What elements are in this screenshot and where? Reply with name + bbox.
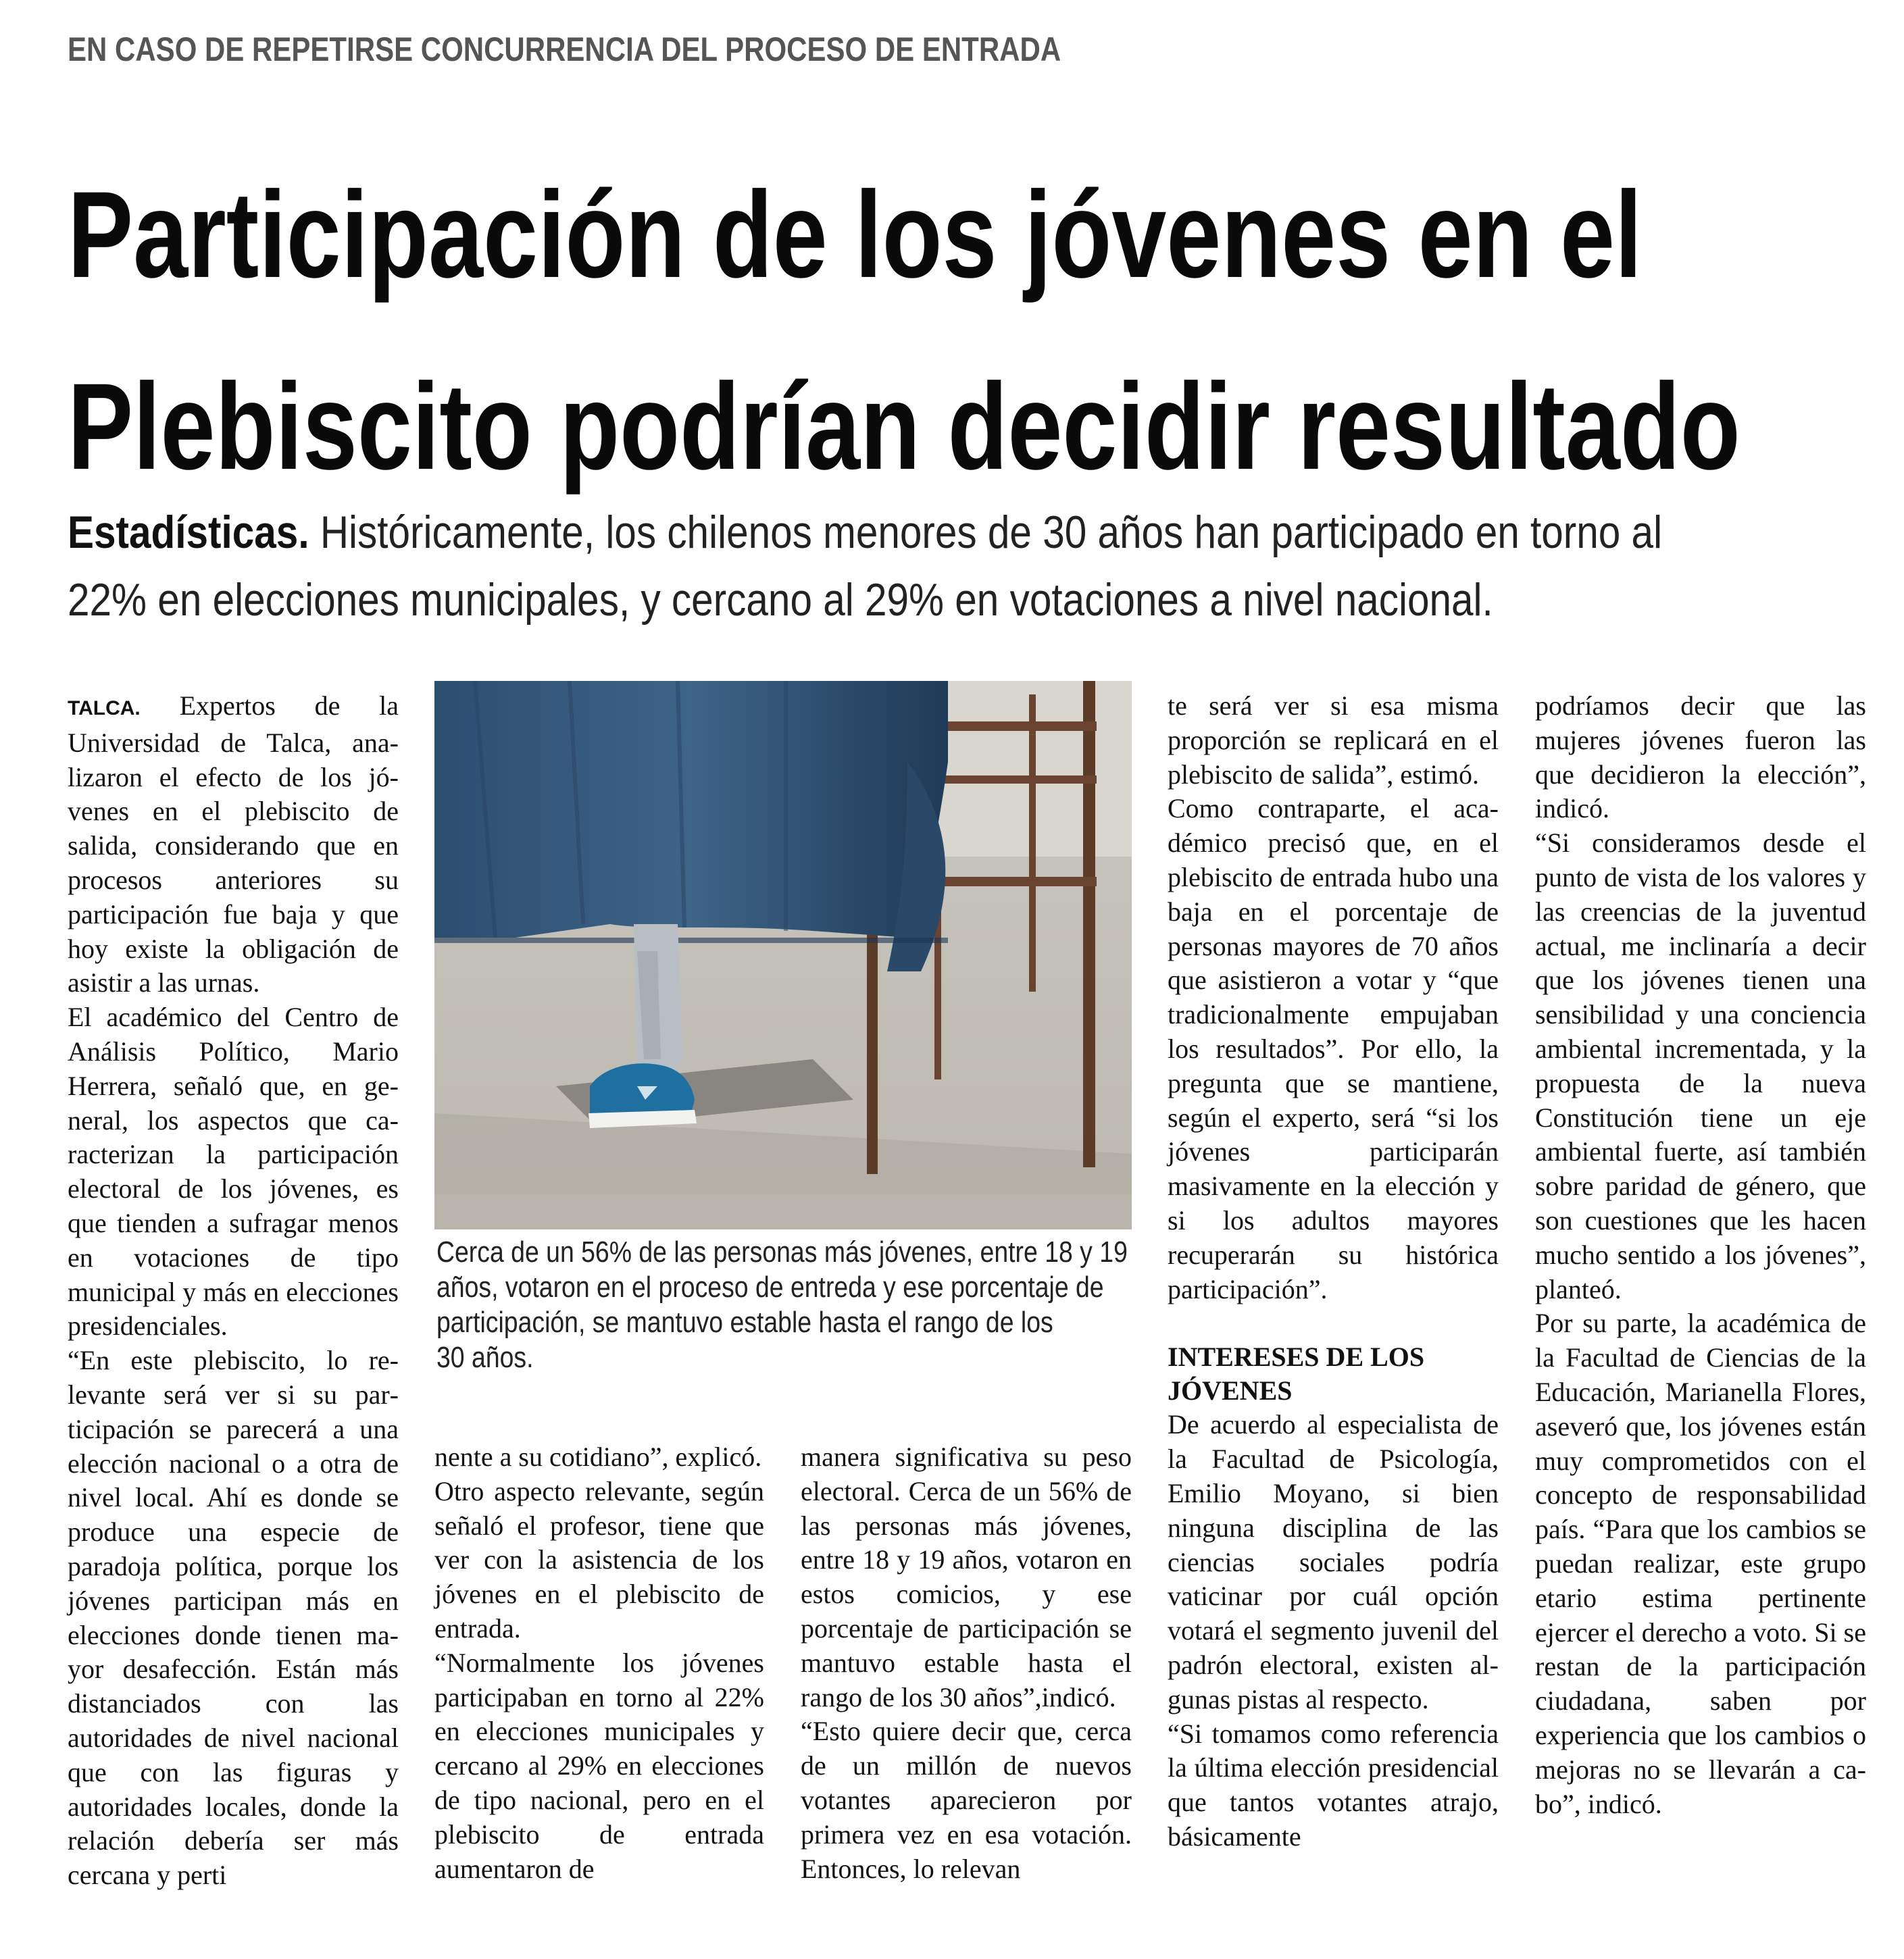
kicker: EN CASO DE REPETIRSE CONCURRENCIA DEL PROCESO DE ENTRADA bbox=[68, 30, 1061, 68]
paragraph: “Si consideramos desde el punto de vista de los valores y las creencias de la juventud actual, me inclinaría a decir que los jóvenes tienen una sensibilidad y una conciencia ambiental incrementada, y la propuesta de la nueva Constitución tiene un eje ambiental fuerte, así también sobre paridad de género, que son cuestiones que les hacen mucho sentido a los jóvenes”, planteó. bbox=[1535, 828, 1866, 1304]
article-column-1 bbox=[68, 689, 399, 1893]
caption-line: participación, se mantuvo estable hasta el rango de los bbox=[436, 1306, 1053, 1339]
paragraph: nente a su cotidiano”, explicó. bbox=[434, 1442, 762, 1472]
paragraph: El académico del Centro de Análisis Político, Mario Herrera, señaló que, en general, los aspectos que caracterizan la participación electoral de los jóvenes, es que tienden a sufragar menos en votaciones de tipo municipal y más en elecciones presidenciales. bbox=[68, 1002, 399, 1342]
paragraph: “Normalmente los jóvenes participaban en torno al 22% en elecciones municipales y cercano al 29% en elecciones de tipo nacional, pero en el plebiscito de entrada aumentaron de bbox=[434, 1647, 764, 1884]
article-column-2 bbox=[434, 1440, 764, 1886]
paragraph-text: Expertos de la Universidad de Talca, analizaron el efecto de los jóvenes en el plebiscito de salida, considerando que en procesos anteriores su participación fue baja y que hoy existe la obligación de asistir a las urnas. bbox=[68, 690, 399, 998]
lead-label: Estadísticas. bbox=[68, 507, 309, 558]
paragraph bbox=[68, 689, 399, 1000]
caption-line: 30 años. bbox=[436, 1341, 534, 1374]
article-column-5 bbox=[1535, 689, 1866, 1821]
paragraph: “Esto quiere decir que, cerca de un millón de nuevos votantes aparecieron por primera vez en esa votación. Entonces, lo relevan bbox=[801, 1716, 1132, 1884]
paragraph: De acuerdo al especialista de la Facultad de Psicología, Emilio Moyano, si bien ninguna disciplina de las ciencias sociales podría vaticinar por cuál opción votará el segmento juvenil del padrón electoral, existen algunas pistas al respecto. bbox=[1168, 1409, 1499, 1714]
paragraph: Por su parte, la académica de la Facultad de Ciencias de la Educación, Marianella Flores, aseveró que, los jóvenes están muy comprometidos con el concepto de responsabilidad país. “Para que los cambios se puedan realizar, este grupo etario estima pertinente ejercer el derecho a voto. Si se restan de la participación ciudadana, saben por experiencia que los cambios o mejoras no se llevarán a cabo”, indicó. bbox=[1535, 1308, 1866, 1819]
caption-line: Cerca de un 56% de las personas más jóvenes, entre 18 y 19 bbox=[436, 1236, 1128, 1269]
paragraph: te será ver si esa misma proporción se replicará en el plebiscito de salida”, estimó. bbox=[1168, 690, 1499, 790]
paragraph: podríamos decir que las mujeres jóvenes fueron las que decidieron la elección”, indicó. bbox=[1535, 690, 1866, 824]
paragraph: “En este plebiscito, lo relevante será ver si su participación se parecerá a una elección nacional o a otra de nivel local. Ahí es donde se produce una especie de paradoja política, porque los jóvenes participan más en elecciones donde tienen mayor desafección. Están más distanciados con las autoridades de nivel nacional que con las figuras y autoridades locales, donde la relación debería ser más cercana y perti bbox=[68, 1345, 399, 1891]
article-column-3 bbox=[801, 1440, 1132, 1886]
photo-caption bbox=[436, 1235, 1126, 1375]
headline bbox=[68, 138, 1740, 522]
lead-paragraph bbox=[68, 499, 1811, 634]
headline-line-1: Participación de los jóvenes en el bbox=[68, 166, 1643, 303]
voter-in-booth-illustration bbox=[434, 681, 1132, 1229]
paragraph: “Si tomamos como referencia la última elección presidencial que tantos votantes atrajo, básicamente bbox=[1168, 1718, 1499, 1852]
lead-line-2: 22% en elecciones municipales, y cercano al 29% en votaciones a nivel nacional. bbox=[68, 574, 1493, 626]
headline-line-2: Plebiscito podrían decidir resultado bbox=[68, 357, 1740, 495]
section-spacer bbox=[1168, 1306, 1499, 1340]
paragraph: Otro aspecto relevante, según señaló el profesor, tiene que ver con la asistencia de los jóvenes en el plebiscito de entrada. bbox=[434, 1475, 764, 1644]
ballot-booth-photo bbox=[434, 681, 1132, 1229]
lead-text-1: Históricamente, los chilenos menores de 30 años han participado en torno al bbox=[309, 507, 1663, 558]
paragraph: manera significativa su peso electoral. Cerca de un 56% de las personas más jóvenes, entre 18 y 19 años, votaron en estos comicios, y ese porcentaje de participación se mantuvo estable hasta el rango de los 30 años”,indicó. bbox=[801, 1442, 1132, 1712]
section-subhead: INTERESES DE LOS JÓVENES bbox=[1168, 1342, 1425, 1406]
lead-line-1 bbox=[68, 499, 1811, 566]
paragraph: Como contraparte, el académico precisó que, en el plebiscito de entrada hubo una baja en el porcentaje de personas mayores de 70 años que asistieron a votar y “que tradicionalmente empujaban los resultados”. Por ello, la pregunta que se mantiene, según el experto, será “si los jóvenes participarán masivamente en la elección y si los adultos mayores recuperarán su histórica participación”. bbox=[1168, 793, 1499, 1304]
dateline: TALCA. bbox=[68, 697, 141, 719]
caption-line: años, votaron en el proceso de entreda y ese porcentaje de bbox=[436, 1271, 1104, 1304]
article-column-4 bbox=[1168, 689, 1499, 1854]
